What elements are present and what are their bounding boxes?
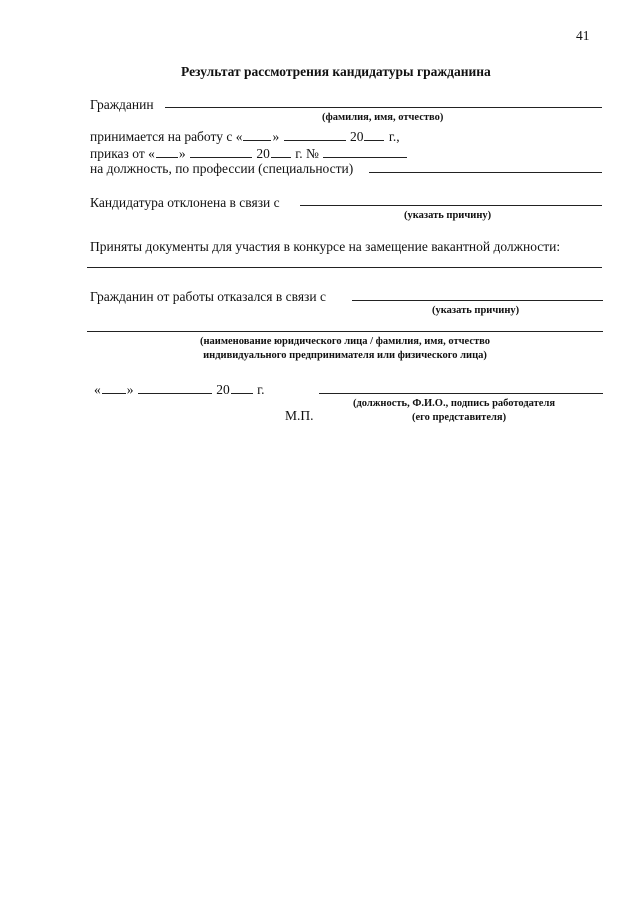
employer-name-field[interactable] xyxy=(87,331,603,332)
hired-day-field[interactable] xyxy=(243,128,271,141)
hired-line xyxy=(90,128,400,145)
date-year-field[interactable] xyxy=(231,381,253,394)
rejected-reason-field[interactable] xyxy=(300,205,602,206)
order-year-field[interactable] xyxy=(271,145,291,158)
date-year-suffix: г. xyxy=(257,382,265,397)
employer-caption-line2: индивидуального предпринимателя или физического лица) xyxy=(203,350,487,361)
documents-label: Приняты документы для участия в конкурсе на замещение вакантной должности: xyxy=(90,239,561,254)
refused-caption: (указать причину) xyxy=(432,305,520,316)
rejected-label: Кандидатура отклонена в связи с xyxy=(90,195,280,210)
order-number-label: г. № xyxy=(295,146,319,161)
hired-year-suffix: г., xyxy=(388,129,400,144)
date-line xyxy=(94,381,265,398)
hired-close-quote: » xyxy=(272,129,280,144)
hired-year-prefix: 20 xyxy=(349,129,364,144)
page-number: 41 xyxy=(576,28,590,43)
position-field[interactable] xyxy=(369,172,602,173)
date-day-field[interactable] xyxy=(102,381,126,394)
refused-label: Гражданин от работы отказался в связи с xyxy=(90,289,326,304)
date-year-prefix: 20 xyxy=(216,382,230,397)
order-year-prefix: 20 xyxy=(256,146,270,161)
order-line xyxy=(90,145,408,162)
hired-month-field[interactable] xyxy=(284,128,346,141)
date-close-quote: » xyxy=(126,382,134,397)
citizen-label: Гражданин xyxy=(90,97,154,112)
documents-field[interactable] xyxy=(87,267,602,268)
order-close-quote: » xyxy=(178,146,186,161)
citizen-name-field[interactable] xyxy=(165,107,602,108)
position-label: на должность, по профессии (специальности) xyxy=(90,161,354,176)
employer-caption-line1: (наименование юридического лица / фамилия, имя, отчество xyxy=(200,336,490,347)
order-month-field[interactable] xyxy=(190,145,252,158)
signature-caption-line2: (его представителя) xyxy=(412,412,507,423)
refused-reason-field[interactable] xyxy=(352,300,603,301)
date-month-field[interactable] xyxy=(138,381,212,394)
order-day-field[interactable] xyxy=(156,145,178,158)
signature-field[interactable] xyxy=(319,393,603,394)
hired-prefix: принимается на работу с « xyxy=(90,129,243,144)
order-number-field[interactable] xyxy=(323,145,407,158)
form-title: Результат рассмотрения кандидатуры гражданина xyxy=(181,64,491,79)
hired-year-field[interactable] xyxy=(364,128,384,141)
signature-caption-line1: (должность, Ф.И.О., подпись работодателя xyxy=(353,398,556,409)
date-open-quote: « xyxy=(94,382,101,397)
rejected-caption: (указать причину) xyxy=(404,210,492,221)
citizen-caption: (фамилия, имя, отчество) xyxy=(322,112,444,123)
order-prefix: приказ от « xyxy=(90,146,155,161)
stamp-label: М.П. xyxy=(285,408,314,423)
